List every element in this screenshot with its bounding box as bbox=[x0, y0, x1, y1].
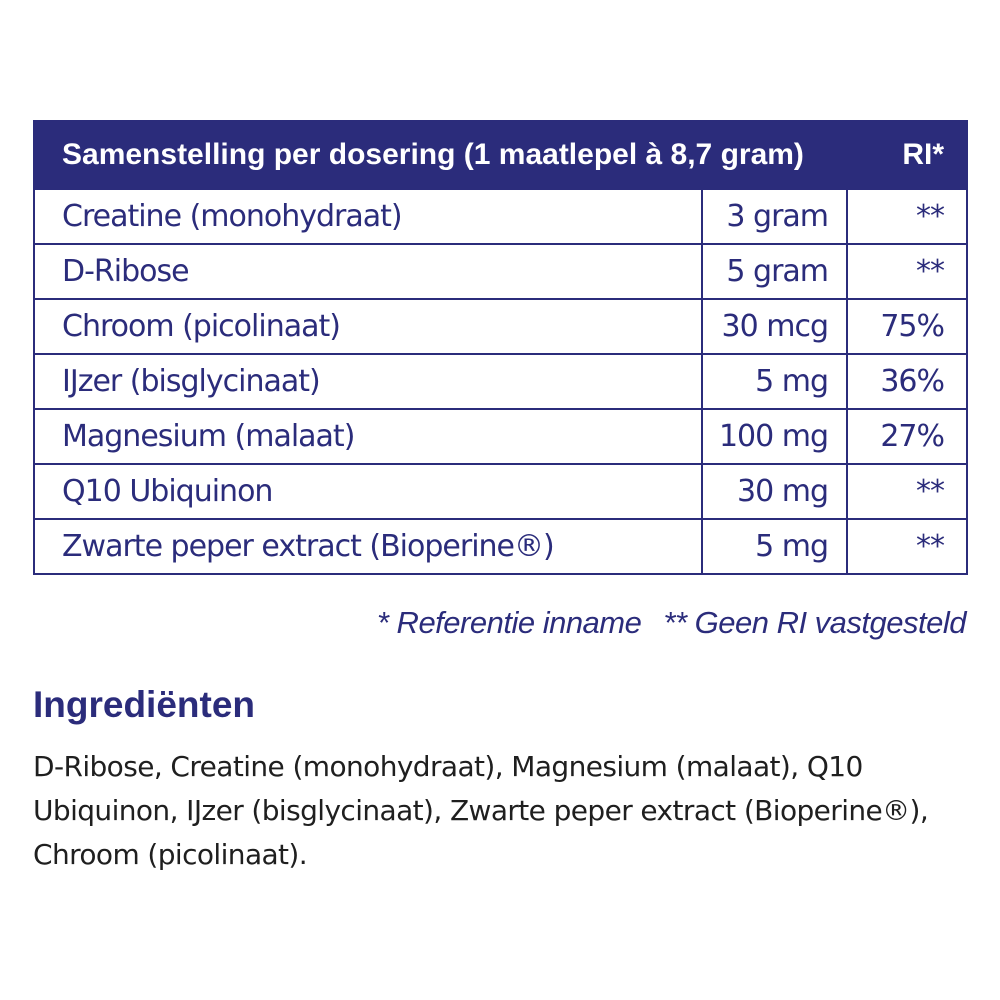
ingredient-name: Q10 Ubiquinon bbox=[34, 464, 702, 519]
ingredient-amount: 3 gram bbox=[702, 189, 847, 244]
ingredient-ri: ** bbox=[847, 519, 967, 574]
table-row bbox=[34, 409, 967, 464]
ingredient-amount: 5 mg bbox=[702, 354, 847, 409]
ingredient-ri: ** bbox=[847, 464, 967, 519]
header-composition: Samenstelling per dosering (1 maatlepel à 8,7 gram) bbox=[34, 121, 847, 189]
table-row bbox=[34, 299, 967, 354]
table-row bbox=[34, 189, 967, 244]
composition-table bbox=[33, 120, 968, 575]
header-ri: RI* bbox=[847, 121, 967, 189]
ingredient-name: Creatine (monohydraat) bbox=[34, 189, 702, 244]
ingredient-name: Zwarte peper extract (Bioperine®) bbox=[34, 519, 702, 574]
ingredient-amount: 5 gram bbox=[702, 244, 847, 299]
ingredient-name: Magnesium (malaat) bbox=[34, 409, 702, 464]
ingredient-amount: 100 mg bbox=[702, 409, 847, 464]
table-row bbox=[34, 354, 967, 409]
ingredients-text: D-Ribose, Creatine (monohydraat), Magnesium (malaat), Q10 Ubiquinon, IJzer (bisglycinaat), Zwarte peper extract (Bioperine®), Chroom (picolinaat). bbox=[33, 750, 929, 871]
ingredient-name: D-Ribose bbox=[34, 244, 702, 299]
ingredient-amount: 30 mcg bbox=[702, 299, 847, 354]
ingredient-ri: 36% bbox=[847, 354, 967, 409]
table-row bbox=[34, 464, 967, 519]
ingredient-name: IJzer (bisglycinaat) bbox=[34, 354, 702, 409]
ingredient-ri: ** bbox=[847, 189, 967, 244]
ingredient-name: Chroom (picolinaat) bbox=[34, 299, 702, 354]
table-header-row bbox=[34, 121, 967, 189]
ingredient-ri: 75% bbox=[847, 299, 967, 354]
ingredients-title: Ingrediënten bbox=[33, 684, 256, 725]
ingredient-ri: ** bbox=[847, 244, 967, 299]
ingredient-amount: 5 mg bbox=[702, 519, 847, 574]
ingredient-amount: 30 mg bbox=[702, 464, 847, 519]
table-legend bbox=[377, 605, 966, 641]
table-row bbox=[34, 519, 967, 574]
legend-ri-note: * Referentie inname bbox=[376, 605, 642, 640]
table-row bbox=[34, 244, 967, 299]
ingredient-ri: 27% bbox=[847, 409, 967, 464]
legend-no-ri-note: ** Geen RI vastgesteld bbox=[663, 605, 966, 640]
